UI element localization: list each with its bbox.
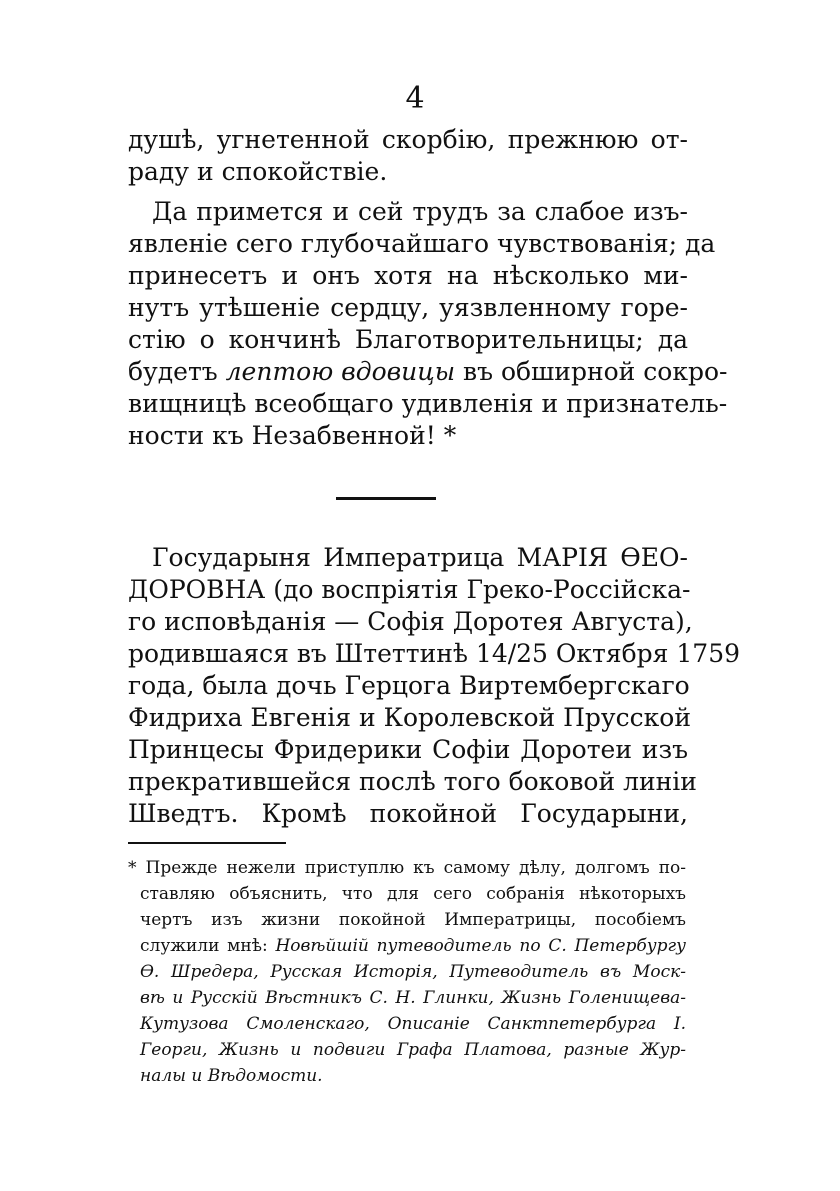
italic-phrase: лептою вдовицы: [225, 357, 456, 386]
text-line-with-italic: [128, 356, 728, 388]
footnote-line: [140, 1063, 686, 1089]
text-line: вищницѣ всеобщаго удивленія и признатель-: [128, 389, 728, 418]
text-line: принесетъ и онъ хотя на нѣсколько ми-: [128, 261, 688, 290]
text-line: ности къ Незабвенной! *: [128, 421, 457, 450]
footnote-italic-text: Георги, Жизнь и подвиги Графа Платова, разные Жур-: [140, 1040, 686, 1060]
text-line: Фидриха Евгенія и Королевской Прусской: [128, 703, 691, 732]
text-line: родившаяся въ Штеттинѣ 14/25 Октября 1759: [128, 639, 741, 668]
footnote-italic-text: вѣ и Русскій Вѣстникъ С. Н. Глинки, Жизнь Голенищева-: [140, 988, 686, 1008]
text-line: Государыня Императрица МАРІЯ ѲЕО-: [152, 543, 688, 572]
page-number: 4: [405, 81, 425, 116]
footnote-rule: [128, 842, 286, 844]
text-line: Шведтъ. Кромѣ покойной Государыни,: [128, 799, 688, 828]
footnote-italic-text: Ѳ. Шредера, Русская Исторія, Путеводитель въ Моск-: [140, 962, 686, 982]
footnote-italic-title: Новѣйшій путеводитель по С. Петербургу: [275, 936, 686, 956]
footnote-italic-text: Кутузова Смоленскаго, Описаніе Санктпетербурга I.: [140, 1014, 686, 1034]
text-line: Принцесы Фридерики Софіи Доротеи изъ: [128, 735, 688, 764]
text-line: стію о кончинѣ Благотворительницы; да: [128, 325, 688, 354]
footnote-line: * Прежде нежели приступлю къ самому дѣлу, долгомъ по-: [128, 858, 686, 878]
footnote-segment: служили мнѣ:: [140, 936, 276, 956]
footnote-line: [140, 1037, 686, 1063]
footnote-line: [140, 959, 686, 985]
text-line: душѣ, угнетенной скорбію, прежнюю от-: [128, 125, 688, 154]
footnote-line: [140, 1011, 686, 1037]
text-line: ДОРОВНА (до воспріятія Греко-Россійска-: [128, 575, 691, 604]
text-segment: въ обширной сокро-: [455, 357, 728, 386]
text-line: раду и спокойствіе.: [128, 157, 388, 186]
footnote-line: чертъ изъ жизни покойной Императрицы, пособіемъ: [140, 910, 686, 930]
footnote-line: [140, 985, 686, 1011]
text-segment: будетъ: [128, 357, 226, 386]
footnote-line-with-italic: [140, 933, 686, 959]
text-line: прекратившейся послѣ того боковой линіи: [128, 767, 697, 796]
section-divider: [336, 497, 436, 500]
footnote-italic-text: налы и Вѣдомости.: [140, 1066, 323, 1086]
text-line: Да примется и сей трудъ за слабое изъ-: [152, 197, 688, 226]
text-line: явленіе сего глубочайшаго чувствованія; да: [128, 229, 716, 258]
footnote-line: ставляю объяснить, что для сего собранія нѣкоторыхъ: [140, 884, 686, 904]
text-line: нутъ утѣшеніе сердцу, уязвленному горе-: [128, 293, 688, 322]
text-line: года, была дочь Герцога Виртембергскаго: [128, 671, 690, 700]
text-line: го исповѣданія — Софія Доротея Августа),: [128, 607, 693, 636]
